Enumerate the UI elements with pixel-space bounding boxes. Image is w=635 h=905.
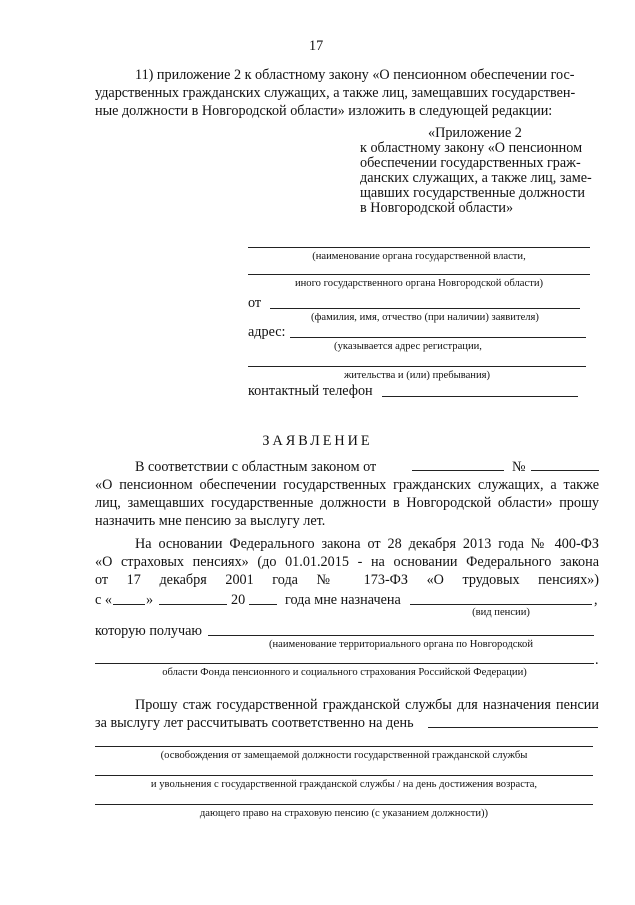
pension-type-hint: (вид пенсии) [472, 607, 530, 618]
pension-year-field[interactable] [249, 604, 277, 605]
para1-line-1a: В соответствии с областным законом от [135, 459, 377, 475]
intro-line-1: 11) приложение 2 к областному закону «О пенсионном обеспечении гос- [135, 67, 575, 83]
para1-line-3: лиц, замещавших государственные должности в Новгородской области» прошу [95, 495, 599, 511]
para2-line-1: На основании Федерального закона от 28 декабря 2013 года № 400-ФЗ [135, 536, 599, 552]
service-detail-hint-3: дающего право на страховую пенсию (с указанием должности)) [199, 808, 489, 819]
service-day-field[interactable] [428, 727, 598, 728]
appendix-note-line: к областному закону «О пенсионном [360, 140, 583, 156]
intro-line-3: ные должности в Новгородской области» изложить в следующей редакции: [95, 103, 553, 119]
appendix-note-line: обеспечении государственных граж- [360, 155, 581, 171]
address-label: адрес: [248, 324, 286, 340]
territorial-org-hint: (наименование территориального органа по Новгородской [268, 639, 533, 650]
para2-assigned-text: года мне назначена [285, 592, 401, 608]
page-number: 17 [309, 38, 324, 54]
service-detail-field-2[interactable] [95, 775, 593, 776]
pension-month-field[interactable] [159, 604, 227, 605]
para3-line-2: за выслугу лет рассчитывать соответственно на день [95, 715, 414, 731]
address-field-2[interactable] [248, 366, 586, 367]
authority-name-field[interactable] [248, 247, 590, 248]
address-hint-2: жительства и (или) пребывания) [343, 370, 491, 381]
appendix-note-line: в Новгородской области» [360, 200, 514, 216]
pension-day-field[interactable] [113, 604, 145, 605]
territorial-org-field[interactable] [208, 635, 594, 636]
pension-type-field[interactable] [410, 604, 592, 605]
service-detail-hint-1: (освобождения от замещаемой должности государственной гражданской службы [160, 750, 528, 761]
territorial-org-field-2[interactable] [95, 663, 594, 664]
para2-period: . [595, 652, 599, 668]
para2-year-prefix: 20 [231, 592, 246, 608]
appendix-note-line: «Приложение 2 [428, 125, 522, 141]
applicant-name-hint: (фамилия, имя, отчество (при наличии) заявителя) [311, 312, 539, 323]
para2-line-2: «О страховых пенсиях» (до 01.01.2015 - на основании Федерального закона [95, 554, 599, 570]
territorial-org-hint-2: области Фонда пенсионного и социального страхования Российской Федерации) [162, 667, 527, 678]
para2-date-quote: » [146, 592, 154, 608]
para2-receive-label: которую получаю [95, 623, 203, 639]
law-date-field[interactable] [412, 470, 504, 471]
para1-line-4: назначить мне пенсию за выслугу лет. [95, 513, 326, 529]
service-detail-field-3[interactable] [95, 804, 593, 805]
law-number-field[interactable] [531, 470, 599, 471]
service-detail-hint-2: и увольнения с государственной гражданской службы / на день достижения возраста, [150, 779, 538, 790]
para2-date-prefix: с « [95, 592, 112, 608]
authority-hint: (наименование органа государственной власти, [312, 251, 526, 262]
from-label: от [248, 295, 262, 311]
para3-line-1: Прошу стаж государственной гражданской службы для назначения пенсии [135, 697, 599, 713]
para2-line-3: от 17 декабря 2001 года № 173-ФЗ «О трудовых пенсиях») [95, 572, 599, 588]
phone-label: контактный телефон [248, 383, 373, 399]
para2-comma: , [594, 592, 598, 608]
applicant-name-field[interactable] [270, 308, 580, 309]
appendix-note-line: щавших государственные должности [360, 185, 586, 201]
authority-hint-2: иного государственного органа Новгородской области) [294, 278, 544, 289]
service-detail-field-1[interactable] [95, 746, 593, 747]
para1-line-2: «О пенсионном обеспечении государственных гражданских служащих, а также [95, 477, 599, 493]
authority-name-field-2[interactable] [248, 274, 590, 275]
phone-field[interactable] [382, 396, 578, 397]
appendix-note-line: данских служащих, а также лиц, заме- [360, 170, 592, 186]
para1-number-sign: № [512, 459, 526, 475]
address-field[interactable] [290, 337, 586, 338]
address-hint: (указывается адрес регистрации, [334, 341, 482, 352]
document-title: ЗАЯВЛЕНИЕ [262, 433, 373, 449]
intro-line-2: ударственных гражданских служащих, а также лиц, замещавших государствен- [95, 85, 576, 101]
